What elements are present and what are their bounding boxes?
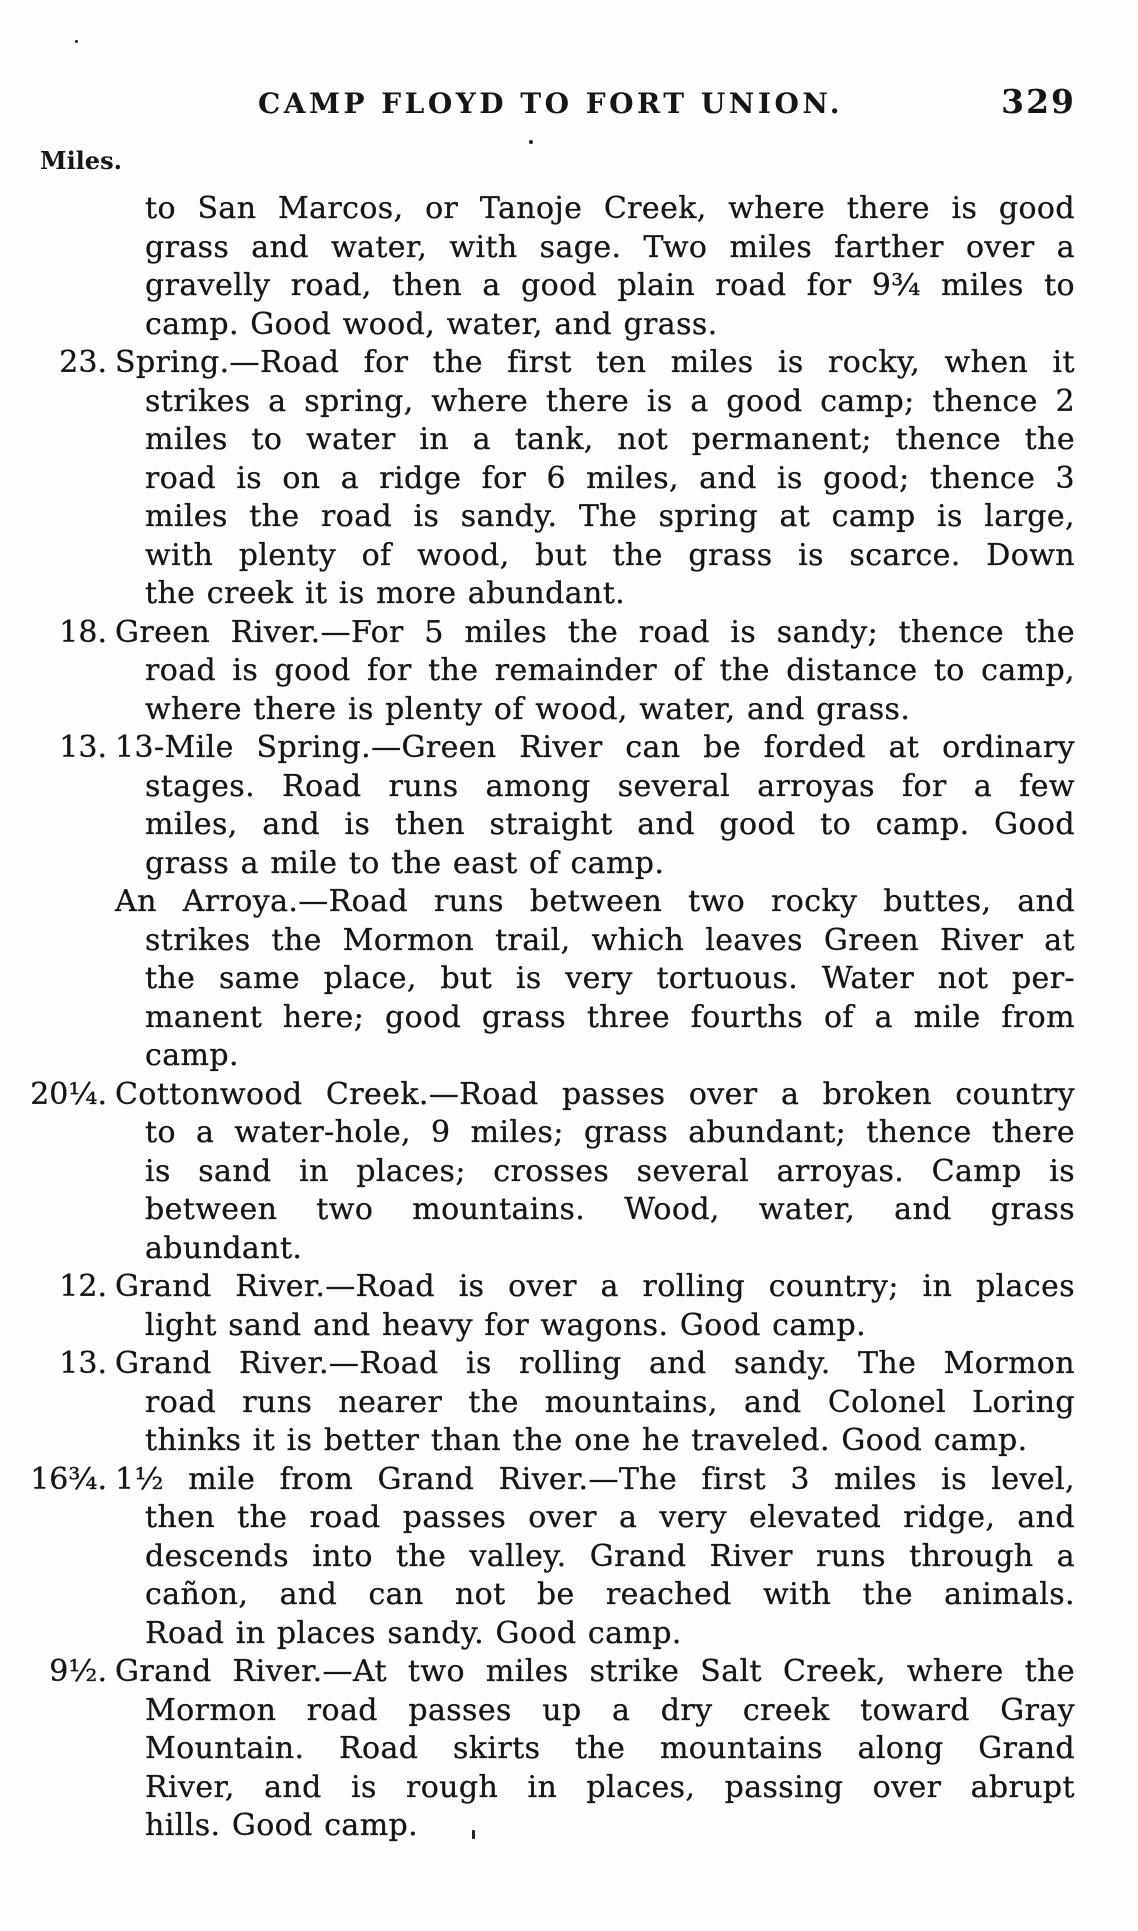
mile-number: 13.: [59, 730, 107, 765]
entry-line: to San Marcos, or Tanoje Creek, where there is good: [145, 191, 1075, 226]
entry-line: Grand River.—Road is over a rolling country; in places: [115, 1269, 1075, 1304]
entry-line: road runs nearer the mountains, and Colonel Loring: [145, 1384, 1075, 1420]
entry-line: where there is plenty of wood, water, and grass.: [145, 691, 911, 727]
entry-line: Road in places sandy. Good camp.: [145, 1615, 682, 1651]
entry-text: [115, 883, 1075, 1076]
mile-number: 12.: [59, 1269, 107, 1304]
route-entry: [0, 614, 1138, 730]
mile-number: 9½.: [49, 1654, 107, 1689]
entry-line: camp.: [145, 1038, 239, 1073]
entry-line: gravelly road, then a good plain road for 9¾ miles to: [145, 268, 1075, 303]
route-entry: [0, 1345, 1138, 1461]
entry-line: strikes the Mormon trail, which leaves Green River at: [145, 922, 1075, 958]
entry-line: Mountain. Road skirts the mountains along Grand: [145, 1731, 1075, 1766]
entry-text: [115, 1345, 1075, 1461]
entry-text: [115, 614, 1075, 730]
route-entry: [0, 344, 1138, 614]
mile-number: 13.: [59, 1346, 107, 1381]
entry-line: 13-Mile Spring.—Green River can be forded at ordinary: [115, 730, 1075, 765]
scan-speck: [472, 1830, 475, 1839]
mile-number: 18.: [59, 614, 107, 650]
entry-line: strikes a spring, where there is a good camp; thence 2: [145, 383, 1075, 419]
entry-line: Spring.—Road for the first ten miles is rocky, when it: [115, 345, 1075, 380]
scan-speck: [529, 140, 533, 144]
entry-line: grass a mile to the east of camp.: [145, 845, 665, 881]
entry-line: miles, and is then straight and good to camp. Good: [145, 807, 1075, 842]
page-header: [258, 82, 1076, 121]
entry-line: with plenty of wood, but the grass is scarce. Down: [145, 537, 1075, 573]
route-entry: [0, 1653, 1138, 1846]
mile-number: 16¾.: [30, 1461, 107, 1497]
entry-line: is sand in places; crosses several arroyas. Camp is: [145, 1153, 1075, 1189]
entry-line: Green River.—For 5 miles the road is sandy; thence the: [115, 614, 1075, 650]
entry-line: miles to water in a tank, not permanent; thence the: [145, 422, 1075, 457]
entry-line: River, and is rough in places, passing over abrupt: [145, 1769, 1075, 1805]
miles-column-label: Miles.: [40, 146, 122, 175]
entry-line: Cottonwood Creek.—Road passes over a broken country: [115, 1076, 1075, 1112]
entry-line: road is on a ridge for 6 miles, and is good; thence 3: [145, 460, 1075, 496]
entry-line: the same place, but is very tortuous. Water not per-: [145, 961, 1075, 996]
mile-number: 20¼.: [30, 1076, 107, 1112]
entry-text: [115, 1268, 1075, 1345]
entry-line: Mormon road passes up a dry creek toward Gray: [145, 1692, 1075, 1728]
entry-line: An Arroya.—Road runs between two rocky buttes, and: [115, 884, 1075, 919]
entry-line: 1½ mile from Grand River.—The first 3 miles is level,: [115, 1461, 1075, 1497]
scan-speck: [75, 40, 78, 43]
route-entry: [0, 729, 1138, 883]
entry-line: light sand and heavy for wagons. Good camp.: [145, 1307, 867, 1343]
itinerary-entries: [0, 190, 1138, 1846]
entry-line: between two mountains. Wood, water, and grass: [145, 1192, 1075, 1227]
entry-line: stages. Road runs among several arroyas for a few: [145, 768, 1075, 804]
running-title: CAMP FLOYD TO FORT UNION.: [258, 87, 843, 120]
entry-line: manent here; good grass three fourths of a mile from: [145, 999, 1075, 1035]
entry-text: [115, 1461, 1075, 1654]
mile-number: 23.: [59, 345, 107, 380]
entry-line: hills. Good camp.: [145, 1808, 419, 1843]
entry-line: road is good for the remainder of the distance to camp,: [145, 653, 1075, 688]
entry-text: [115, 1653, 1075, 1846]
entry-line: abundant.: [145, 1230, 303, 1266]
entry-line: thinks it is better than the one he traveled. Good camp.: [145, 1423, 1028, 1458]
route-entry: [0, 1461, 1138, 1654]
entry-line: then the road passes over a very elevated ridge, and: [145, 1500, 1075, 1535]
entry-line: Grand River.—At two miles strike Salt Creek, where the: [115, 1654, 1075, 1689]
entry-line: to a water-hole, 9 miles; grass abundant; thence there: [145, 1115, 1075, 1150]
entry-line: descends into the valley. Grand River runs through a: [145, 1538, 1075, 1574]
entry-line: miles the road is sandy. The spring at camp is large,: [145, 499, 1075, 534]
route-entry: [0, 190, 1138, 344]
entry-text: [115, 344, 1075, 614]
entry-line: grass and water, with sage. Two miles farther over a: [145, 229, 1075, 265]
route-entry: [0, 1268, 1138, 1345]
entry-line: camp. Good wood, water, and grass.: [145, 306, 718, 342]
entry-text: [115, 1076, 1075, 1269]
entry-text: [115, 729, 1075, 883]
route-entry: [0, 883, 1138, 1076]
page-number: 329: [1001, 82, 1076, 121]
entry-text: [145, 190, 1075, 344]
entry-line: cañon, and can not be reached with the animals.: [145, 1577, 1075, 1612]
route-entry: [0, 1076, 1138, 1269]
entry-line: Grand River.—Road is rolling and sandy. The Mormon: [115, 1346, 1075, 1381]
entry-line: the creek it is more abundant.: [145, 576, 626, 611]
